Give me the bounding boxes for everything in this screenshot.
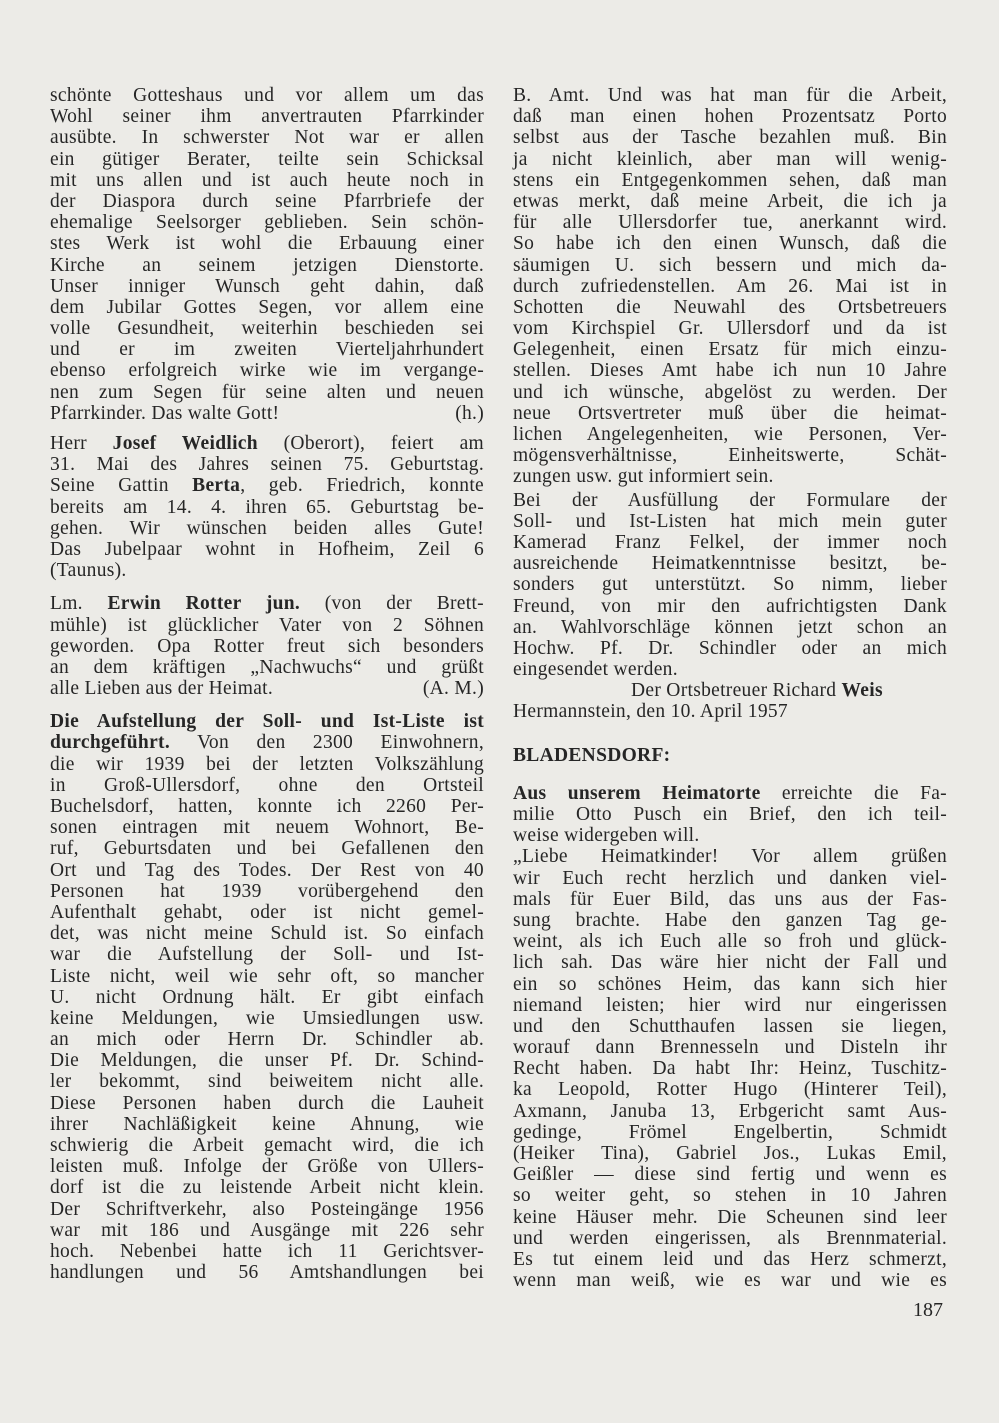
text-line: war mit 186 und Ausgänge mit 226 sehr <box>50 1219 484 1241</box>
text-line: mit uns allen und ist auch heute noch in <box>50 169 484 191</box>
author-tag: (h.) <box>455 402 484 424</box>
text-line: wenn man weiß, wie es war und wie es <box>513 1270 947 1292</box>
text-line: Hermannstein, den 10. April 1957 <box>513 701 788 723</box>
text-segment: erreichte die Fa- <box>760 782 947 804</box>
text-line: Freund, von mir den aufrichtigsten Dank <box>513 595 947 617</box>
bold-text: Josef Weidlich <box>112 433 258 454</box>
text-line: ka Leopold, Rotter Hugo (Hinterer Teil), <box>513 1079 947 1101</box>
text-segment: Seine Gattin <box>50 475 193 497</box>
text-line: selbst aus der Tasche bezahlen muß. Bin <box>513 127 947 149</box>
text-line: schönte Gotteshaus und vor allem um das <box>50 85 484 106</box>
text-line: ehemalige Seelsorger geblieben. Sein schön- <box>50 212 484 234</box>
text-line: ruf, Geburtsdaten und bei Gefallenen den <box>50 838 484 860</box>
text-line: det, was nicht meine Schuld ist. So einfach <box>50 923 484 945</box>
text-line: an mich oder Herrn Dr. Schindler ab. <box>50 1029 484 1051</box>
text-line: volle Gesundheit, weiterhin beschieden sei <box>50 318 484 340</box>
text-segment: Herr <box>50 433 113 454</box>
text-line <box>50 475 484 496</box>
text-line <box>50 678 484 699</box>
text-line: vom Kirchspiel Gr. Ullersdorf und da ist <box>513 318 947 340</box>
paragraph <box>50 85 484 424</box>
bold-text: Berta <box>192 475 241 497</box>
text-line <box>513 745 947 766</box>
text-line: und den Schutthaufen lassen sie liegen, <box>513 1015 947 1037</box>
text-line: sung brachte. Habe den ganzen Tag ge- <box>513 909 947 931</box>
text-line: Schotten die Neuwahl des Ortsbetreuers <box>513 296 947 318</box>
author-tag: (A. M.) <box>422 678 484 700</box>
text-line <box>513 783 947 804</box>
text-line: ausreichende Heimatkenntnisse besitzt, be- <box>513 553 947 575</box>
signature-block <box>513 680 947 722</box>
text-line: (Heiker Tina), Gabriel Jos., Lukas Emil, <box>513 1143 947 1164</box>
text-line: 31. Mai des Jahres seinen 75. Geburtstag. <box>50 454 484 476</box>
section-heading <box>513 745 947 766</box>
text-line: daß man einen hohen Prozentsatz Porto <box>513 106 947 128</box>
text-line: mühle) ist glücklicher Vater von 2 Söhnen <box>50 614 484 636</box>
text-line: So habe ich den einen Wunsch, daß die <box>513 233 947 255</box>
text-line: eingesendet werden. <box>513 659 678 681</box>
text-segment: (Oberort), feiert am <box>257 433 484 454</box>
text-line: an dem kräftigen „Nachwuchs“ und grüßt <box>50 656 484 678</box>
text-line: lich sah. Das wäre hier nicht der Fall und <box>513 952 947 974</box>
text-line <box>513 680 947 701</box>
text-line: Es tut einem leid und das Herz schmerzt, <box>513 1248 947 1270</box>
text-line: dem Jubilar Gottes Segen, vor allem eine <box>50 296 484 318</box>
text-line: nen zum Segen für seine alten und neuen <box>50 381 484 403</box>
text-line: Axmann, Januba 13, Erbgericht samt Aus- <box>513 1100 947 1122</box>
paragraph <box>513 85 947 488</box>
text-line: und ich wünsche, abgelöst zu werden. Der <box>513 381 947 403</box>
text-line <box>50 433 484 454</box>
left-column <box>50 85 484 1283</box>
text-line: Gelegenheit, einen Ersatz für mich einzu- <box>513 339 947 361</box>
text-line: wir Euch recht herzlich und danken viel- <box>513 867 947 889</box>
bold-text: durchgeführt. <box>50 732 171 754</box>
text-segment: , geb. Friedrich, konnte <box>240 475 484 497</box>
text-segment: alle Lieben aus der Heimat. <box>50 678 274 700</box>
text-line: niemand leisten; hier wird nur eingerissen <box>513 994 947 1016</box>
page-number: 187 <box>913 1299 943 1321</box>
text-line: Der Schriftverkehr, also Posteingänge 1956 <box>50 1198 484 1220</box>
text-line: für alle Ullersdorfer tue, anerkannt wird. <box>513 212 947 234</box>
text-line: zungen usw. gut informiert sein. <box>513 466 774 488</box>
text-line: Liste nicht, weil wie sehr oft, so mancher <box>50 965 484 987</box>
text-line: milie Otto Pusch ein Brief, den ich teil- <box>513 804 947 825</box>
bold-text: Erwin Rotter jun. <box>107 593 301 615</box>
right-column <box>513 85 947 1291</box>
text-line: Ort und Tag des Todes. Der Rest von 40 <box>50 859 484 881</box>
bold-text: Aus unserem Heimatorte <box>513 782 761 804</box>
text-line: geworden. Opa Rotter freut sich besonders <box>50 635 484 657</box>
text-line: sonders gut unterstützt. So nimm, lieber <box>513 574 947 596</box>
text-line: stes Werk ist wohl die Erbauung einer <box>50 233 484 255</box>
bold-text: Die Aufstellung der Soll- und Ist-Liste ist <box>50 711 484 733</box>
paragraph <box>513 490 947 681</box>
text-line: ein gütiger Berater, teilte sein Schicksal <box>50 148 484 170</box>
text-line: weise widergeben will. <box>513 825 700 847</box>
text-line: war die Aufstellung der Soll- und Ist- <box>50 944 484 966</box>
text-line: ein so schönes Heim, das kann sich hier <box>513 973 947 995</box>
text-line: in Groß-Ullersdorf, ohne den Ortsteil <box>50 774 484 796</box>
text-segment: Lm. <box>50 593 108 615</box>
text-line: so weiter geht, so stehen in 10 Jahren <box>513 1185 947 1207</box>
text-line: B. Amt. Und was hat man für die Arbeit, <box>513 85 947 106</box>
text-line: Wohl seiner ihm anvertrauten Pfarrkinder <box>50 106 484 128</box>
text-line: Kirche an seinem jetzigen Dienstorte. <box>50 254 484 276</box>
text-line: sonen eintragen mit neuem Wohnort, Be- <box>50 817 484 839</box>
text-line: und er im zweiten Vierteljahrhundert <box>50 339 484 361</box>
text-line <box>50 593 484 614</box>
bold-text: Weis <box>841 680 883 702</box>
text-line: stens ein Entgegenkommen sehen, daß man <box>513 169 947 191</box>
text-segment: (von der Brett- <box>300 593 484 615</box>
paragraph <box>50 711 484 1283</box>
text-line: worauf dann Brennesseln und Disteln ihr <box>513 1037 947 1059</box>
text-line: durch zufriedenstellen. Am 26. Mai ist in <box>513 275 947 297</box>
text-line: Das Jubelpaar wohnt in Hofheim, Zeil 6 <box>50 538 484 560</box>
text-line: Soll- und Ist-Listen hat mich mein guter <box>513 510 947 532</box>
text-line: an. Wahlvorschläge können jetzt schon an <box>513 616 947 638</box>
text-line: keine Meldungen, wie Umsiedlungen usw. <box>50 1007 484 1029</box>
text-line: leisten muß. Infolge der Größe von Ullers- <box>50 1156 484 1178</box>
text-line: U. nicht Ordnung hält. Er gibt einfach <box>50 986 484 1008</box>
text-line: neue Ortsvertreter muß über die heimat- <box>513 402 947 424</box>
paragraph <box>50 593 484 699</box>
text-line: handlungen und 56 Amtshandlungen bei <box>50 1262 484 1284</box>
text-line: säumigen U. sich bessern und mich da- <box>513 254 947 276</box>
text-line: Kamerad Franz Felkel, der immer noch <box>513 531 947 553</box>
text-line: ler bekommt, sind beiweitem nicht alle. <box>50 1071 484 1093</box>
text-segment: Pfarrkinder. Das walte Gott! <box>50 402 280 424</box>
bold-text: BLADENSDORF: <box>513 744 671 766</box>
text-line: ihrer Nachläßigkeit keine Ahnung, wie <box>50 1113 484 1135</box>
text-line: mögensverhältnisse, Einheitswerte, Schät- <box>513 445 947 467</box>
text-line: dorf ist die zu leistende Arbeit nicht klein. <box>50 1177 484 1199</box>
text-line <box>50 711 484 732</box>
text-line: bereits am 14. 4. ihren 65. Geburtstag be- <box>50 496 484 518</box>
text-line: keine Häuser mehr. Die Scheunen sind leer <box>513 1206 947 1228</box>
text-line: gedinge, Frömel Engelbertin, Schmidt <box>513 1121 947 1143</box>
text-line: Aufenthalt gehabt, oder ist nicht gemel- <box>50 901 484 923</box>
text-line: „Liebe Heimatkinder! Vor allem grüßen <box>513 846 947 868</box>
text-line: Buchelsdorf, hatten, konnte ich 2260 Per- <box>50 796 484 817</box>
text-line <box>50 403 484 424</box>
text-line <box>50 732 484 753</box>
text-line: ja nicht kleinlich, aber man will wenig- <box>513 148 947 170</box>
text-line: lichen Angelegenheiten, wie Personen, Ver- <box>513 424 947 445</box>
text-line: schwierig die Arbeit gemacht wird, die ich <box>50 1135 484 1156</box>
text-line: Recht haben. Da habt Ihr: Heinz, Tuschitz- <box>513 1058 947 1080</box>
paragraph <box>50 433 484 581</box>
text-line: Geißler — diese sind fertig und wenn es <box>513 1164 947 1186</box>
paragraph <box>513 846 947 1291</box>
text-line: etwas merkt, daß meine Arbeit, die ich ja <box>513 190 947 212</box>
text-line: der Diaspora durch seine Pfarrbriefe der <box>50 190 484 212</box>
text-line: mals für Euer Bild, das uns aus der Fas- <box>513 888 947 910</box>
text-line: Unser inniger Wunsch geht dahin, daß <box>50 275 484 297</box>
text-line: hoch. Nebenbei hatte ich 11 Gerichtsver- <box>50 1240 484 1262</box>
text-line: Bei der Ausfüllung der Formulare der <box>513 489 947 511</box>
paragraph <box>513 783 947 847</box>
text-line: und werden eingerissen, als Brennmaterial. <box>513 1227 947 1249</box>
text-line: (Taunus). <box>50 560 127 582</box>
text-line: Die Meldungen, die unser Pf. Dr. Schind- <box>50 1050 484 1072</box>
text-line: stellen. Dieses Amt habe ich nun 10 Jahre <box>513 360 947 382</box>
text-segment: Von den 2300 Einwohnern, <box>170 732 484 754</box>
text-line: die wir 1939 bei der letzten Volkszählung <box>50 753 484 775</box>
text-line: weint, als ich Euch alle so froh und glück- <box>513 931 947 953</box>
text-line: ebenso erfolgreich wirke wie im vergange- <box>50 360 484 382</box>
text-line: Hochw. Pf. Dr. Schindler oder an mich <box>513 637 947 659</box>
text-segment: Der Ortsbetreuer Richard <box>631 680 842 702</box>
text-line: Diese Personen haben durch die Lauheit <box>50 1092 484 1114</box>
text-line: ausübte. In schwerster Not war er allen <box>50 127 484 149</box>
text-line: Personen hat 1939 vorübergehend den <box>50 880 484 902</box>
text-line: gehen. Wir wünschen beiden alles Gute! <box>50 517 484 539</box>
